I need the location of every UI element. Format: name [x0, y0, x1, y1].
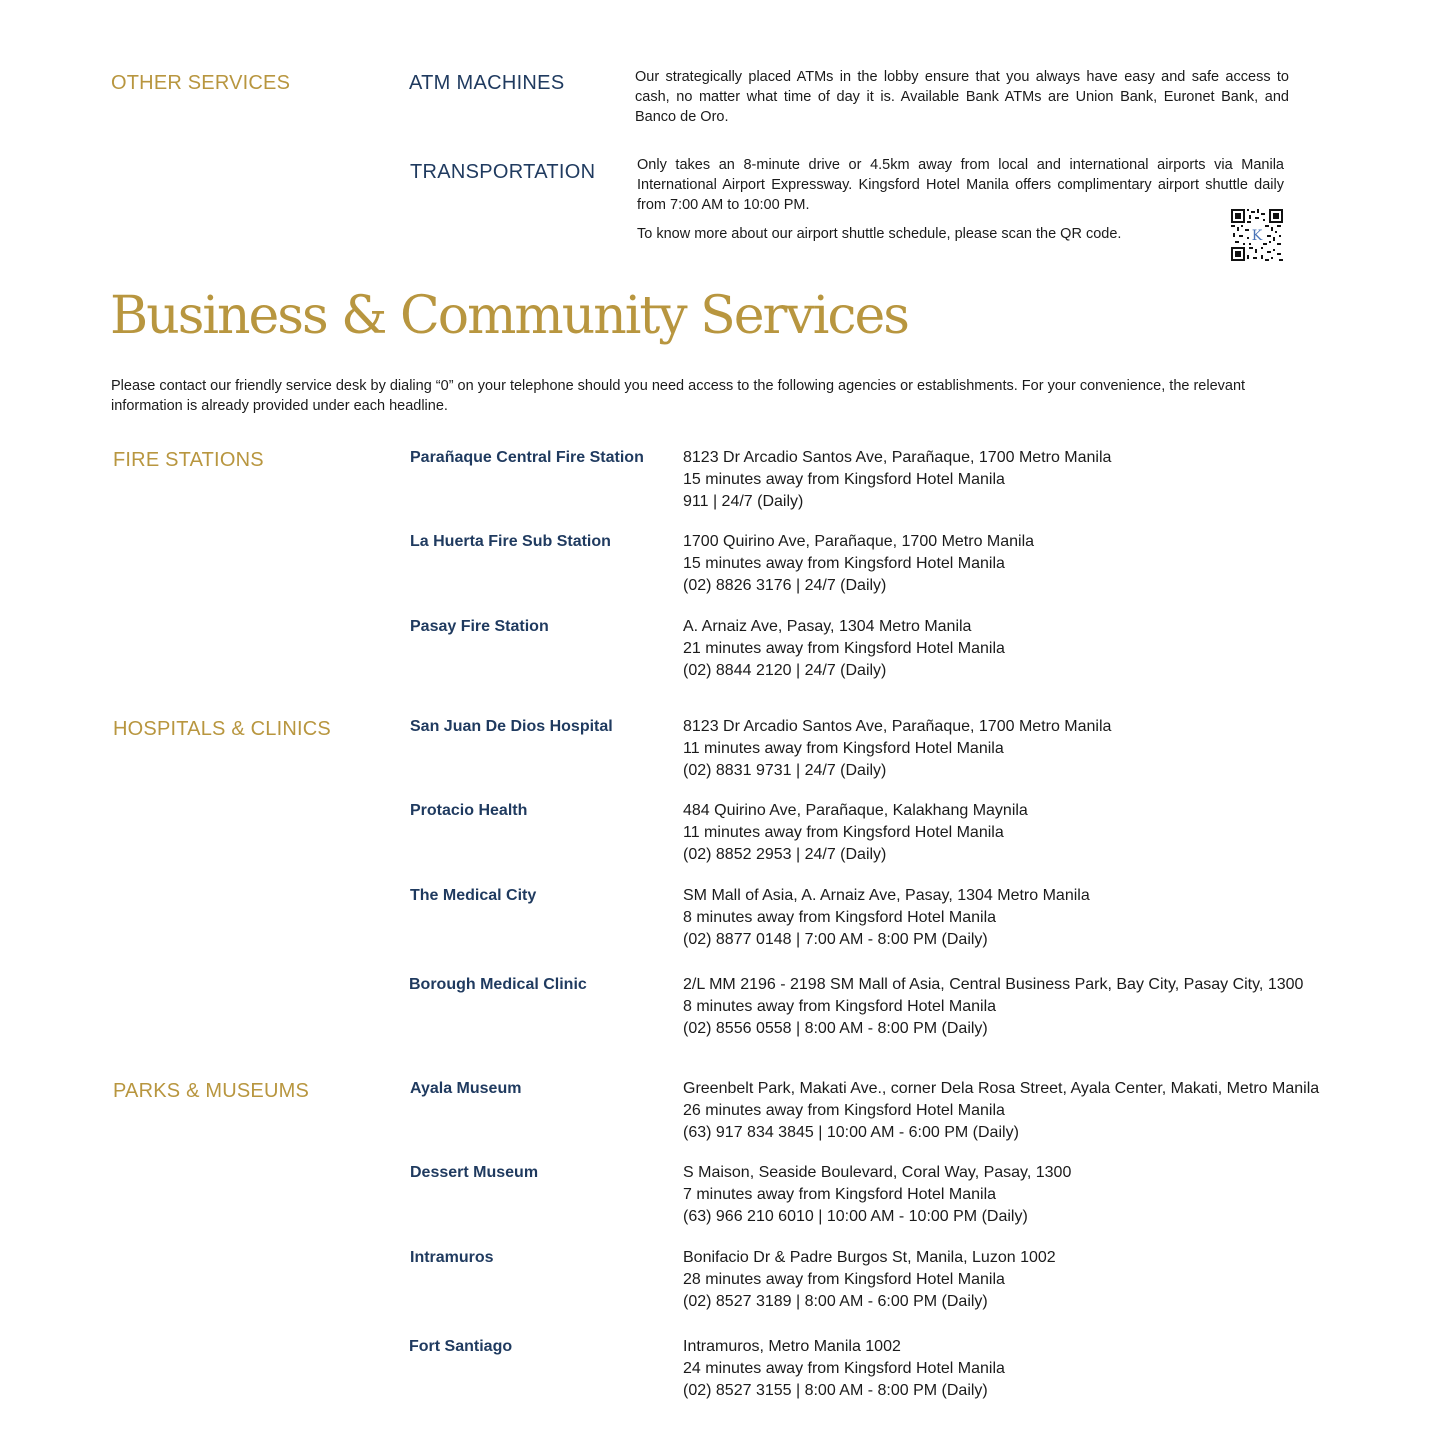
- entry-name: Parañaque Central Fire Station: [410, 449, 644, 466]
- entry-details: [683, 885, 1090, 951]
- entry-contact: (02) 8831 9731 | 24/7 (Daily): [683, 762, 887, 779]
- entry-name: Pasay Fire Station: [410, 618, 549, 635]
- entry-distance: 24 minutes away from Kingsford Hotel Manila: [683, 1360, 1005, 1377]
- entry-contact: (63) 917 834 3845 | 10:00 AM - 6:00 PM (Daily): [683, 1124, 1019, 1141]
- svg-text:K: K: [1251, 228, 1263, 244]
- qr-code-icon[interactable]: [1231, 209, 1281, 259]
- entry-details: [683, 1336, 1005, 1402]
- fire-stations-label: FIRE STATIONS: [113, 449, 264, 471]
- entry-details: [683, 716, 1111, 782]
- entry-name: Dessert Museum: [410, 1164, 539, 1181]
- entry-distance: 11 minutes away from Kingsford Hotel Manila: [683, 740, 1004, 757]
- entry-address: 8123 Dr Arcadio Santos Ave, Parañaque, 1700 Metro Manila: [683, 718, 1112, 735]
- entry-details: [683, 616, 1005, 682]
- hospitals-label: HOSPITALS & CLINICS: [113, 718, 331, 740]
- entry-distance: 15 minutes away from Kingsford Hotel Manila: [683, 555, 1005, 572]
- entry-details: [683, 1162, 1071, 1228]
- entry-distance: 7 minutes away from Kingsford Hotel Manila: [683, 1186, 997, 1203]
- entry-contact: (02) 8556 0558 | 8:00 AM - 8:00 PM (Daily): [683, 1020, 988, 1037]
- entry-contact: (02) 8852 2953 | 24/7 (Daily): [683, 846, 887, 863]
- entry-name: The Medical City: [410, 887, 537, 904]
- entry-details: [683, 1078, 1319, 1144]
- entry-contact: (02) 8844 2120 | 24/7 (Daily): [683, 662, 887, 679]
- entry-address: Greenbelt Park, Makati Ave., corner Dela Rosa Street, Ayala Center, Makati, Metro Manila: [683, 1080, 1320, 1097]
- other-services-label: OTHER SERVICES: [111, 72, 291, 94]
- entry-details: [683, 974, 1303, 1040]
- entry-address: Bonifacio Dr & Padre Burgos St, Manila, Luzon 1002: [683, 1249, 1056, 1266]
- entry-address: 8123 Dr Arcadio Santos Ave, Parañaque, 1700 Metro Manila: [683, 449, 1112, 466]
- entry-distance: 15 minutes away from Kingsford Hotel Manila: [683, 471, 1005, 488]
- entry-contact: (02) 8877 0148 | 7:00 AM - 8:00 PM (Daily): [683, 931, 988, 948]
- entry-contact: (02) 8826 3176 | 24/7 (Daily): [683, 577, 887, 594]
- entry-details: [683, 531, 1034, 597]
- entry-contact: (02) 8527 3155 | 8:00 AM - 8:00 PM (Daily): [683, 1382, 988, 1399]
- entry-address: Intramuros, Metro Manila 1002: [683, 1338, 901, 1355]
- entry-contact: 911 | 24/7 (Daily): [683, 493, 804, 510]
- transportation-text: Only takes an 8-minute drive or 4.5km away from local and international airports via Manila International Airport Expressway. Kingsford Hotel Manila offers complimentary airport shuttle daily from 7:00 AM to 10:00 PM.: [637, 157, 1284, 213]
- transportation-title: TRANSPORTATION: [410, 161, 596, 183]
- entry-details: [683, 800, 1028, 866]
- entry-details: [683, 1247, 1056, 1313]
- entry-address: 1700 Quirino Ave, Parañaque, 1700 Metro Manila: [683, 533, 1035, 550]
- qr-note: To know more about our airport shuttle schedule, please scan the QR code.: [637, 226, 1122, 242]
- entry-name: Intramuros: [410, 1249, 494, 1266]
- entry-distance: 28 minutes away from Kingsford Hotel Manila: [683, 1271, 1005, 1288]
- atm-machines-text: Our strategically placed ATMs in the lobby ensure that you always have easy and safe access to cash, no matter what time of day it is. Available Bank ATMs are Union Bank, Euronet Bank, and Banco de Oro.: [635, 69, 1289, 125]
- entry-contact: (63) 966 210 6010 | 10:00 AM - 10:00 PM (Daily): [683, 1208, 1028, 1225]
- entry-distance: 21 minutes away from Kingsford Hotel Manila: [683, 640, 1005, 657]
- intro-text: Please contact our friendly service desk by dialing “0” on your telephone should you need access to the following agencies or establishments. For your convenience, the relevant information is already provided under each headline.: [111, 378, 1246, 414]
- entry-name: Fort Santiago: [409, 1338, 513, 1355]
- entry-name: Borough Medical Clinic: [409, 976, 587, 993]
- entry-address: 2/L MM 2196 - 2198 SM Mall of Asia, Central Business Park, Bay City, Pasay City, 1300: [683, 976, 1304, 993]
- entry-distance: 8 minutes away from Kingsford Hotel Manila: [683, 998, 997, 1015]
- entry-distance: 26 minutes away from Kingsford Hotel Manila: [683, 1102, 1005, 1119]
- entry-name: San Juan De Dios Hospital: [410, 718, 613, 735]
- atm-machines-title: ATM MACHINES: [409, 72, 565, 94]
- entry-contact: (02) 8527 3189 | 8:00 AM - 6:00 PM (Daily): [683, 1293, 988, 1310]
- page-title: Business & Community Services: [110, 286, 908, 346]
- entry-name: Protacio Health: [410, 802, 528, 819]
- entry-address: 484 Quirino Ave, Parañaque, Kalakhang Maynila: [683, 802, 1028, 819]
- entry-name: Ayala Museum: [410, 1080, 522, 1097]
- entry-details: [683, 447, 1111, 513]
- entry-address: SM Mall of Asia, A. Arnaiz Ave, Pasay, 1304 Metro Manila: [683, 887, 1090, 904]
- entry-distance: 8 minutes away from Kingsford Hotel Manila: [683, 909, 997, 926]
- entry-address: A. Arnaiz Ave, Pasay, 1304 Metro Manila: [683, 618, 972, 635]
- entry-distance: 11 minutes away from Kingsford Hotel Manila: [683, 824, 1004, 841]
- entry-name: La Huerta Fire Sub Station: [410, 533, 611, 550]
- entry-address: S Maison, Seaside Boulevard, Coral Way, Pasay, 1300: [683, 1164, 1072, 1181]
- parks-museums-label: PARKS & MUSEUMS: [113, 1080, 309, 1102]
